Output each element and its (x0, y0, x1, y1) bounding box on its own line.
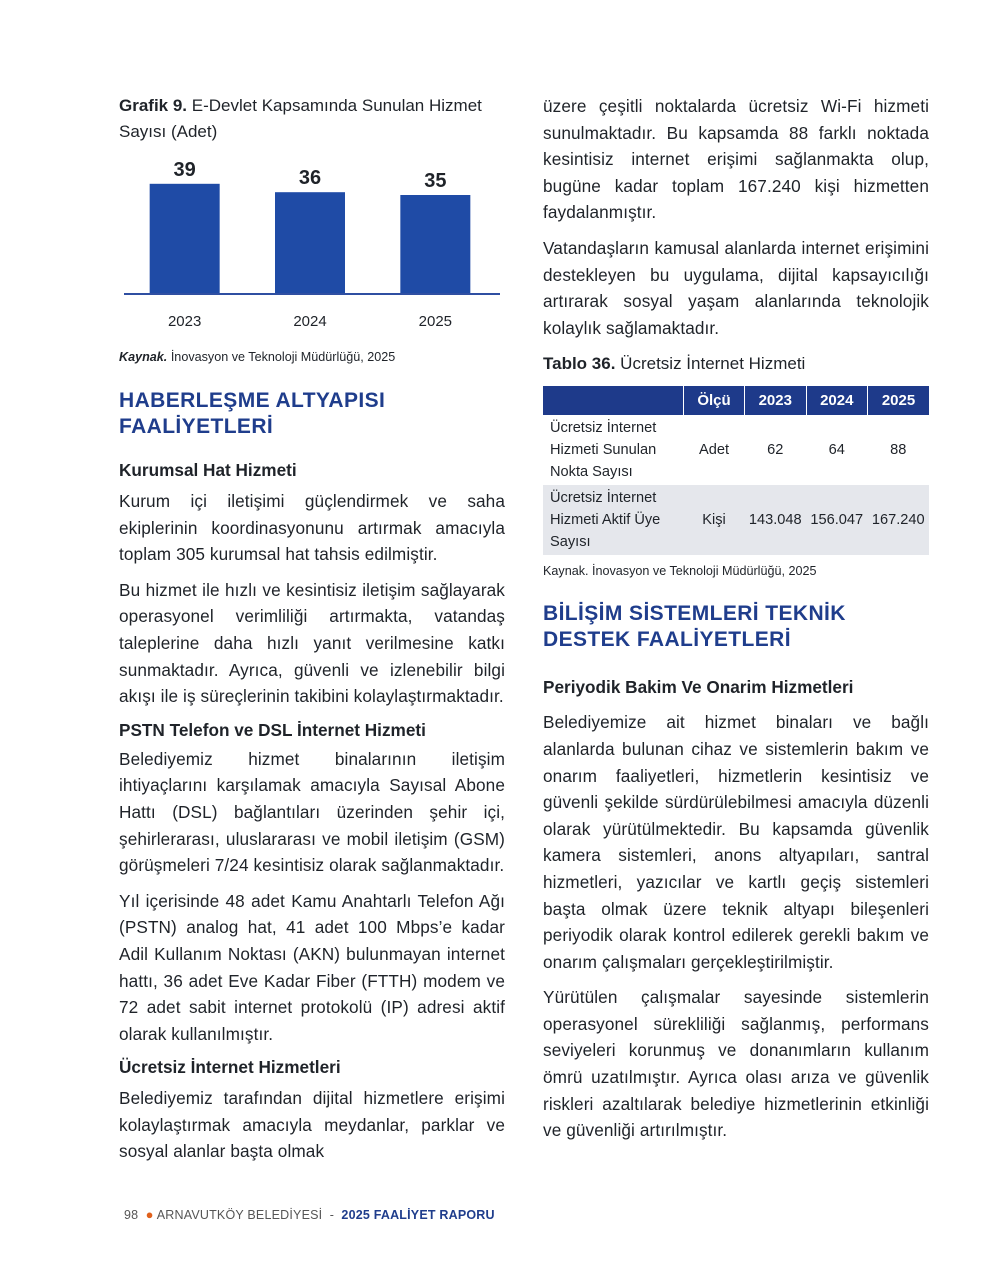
table-header-cell: 2025 (868, 386, 930, 415)
subheading-maintenance: Periyodik Bakim Ve Onarim Hizmetleri (543, 677, 854, 698)
subheading-pstn-dsl: PSTN Telefon ve DSL İnternet Hizmeti (119, 719, 426, 740)
table-cell: Kişi (684, 485, 745, 555)
table-cell: 143.048 (745, 485, 807, 555)
x-tick-label: 2025 (418, 313, 453, 330)
bullet-icon: ● (145, 1207, 154, 1222)
chart-title: E-Devlet Kapsamında Sunulan Hizmet Sayısı (Adet) (119, 96, 482, 141)
bar-value-label: 39 (173, 158, 196, 181)
paragraph: Belediyemize ait hizmet binaları ve bağlı alanlarda bulunan cihaz ve sistemlerin bakım ve onarım faaliyetleri, hizmetlerin kesintisiz ve güvenli şekilde sürdürülebilmesi amacıyla düzenli olarak yürütülmektedir. Bu kapsamda güvenlik kamera sistemleri, anons altyapıları, santral hizmetleri, yazıcılar ve kartlı geçiş sistemleri başta olmak üzere teknik altyapı bileşenleri periyodik olarak kontrol edilerek gerekli bakım ve onarım çalışmaları gerçekleştirilmiştir. (543, 712, 929, 972)
paragraph: Yürütülen çalışmalar sayesinde sistemlerin operasyonel sürekliliği sağlanmış, performans seviyeleri korunmuş ve donanımların kullanım ömrü uzatılmıştır. Ayrıca olası arıza ve güvenlik riskleri azaltılarak belediye hizmetlerinin etkinliği ve güvenliği artırılmıştır. (543, 987, 929, 1141)
table-cell: 64 (806, 415, 868, 485)
bar-2024 (275, 192, 345, 293)
paragraph: Belediyemiz tarafından dijital hizmetlere erişimi kolaylaştırmak amacıyla meydanlar, parklar ve sosyal alanlar başta olmak (119, 1088, 505, 1162)
section-title-it-support: BİLİŞİM SİSTEMLERİ TEKNİK DESTEK FAALİYETLERİ (543, 602, 846, 652)
table-cell: Adet (684, 415, 745, 485)
footer-report: 2025 FAALİYET RAPORU (341, 1208, 495, 1222)
bar-chart (119, 153, 505, 338)
subheading-free-internet: Ücretsiz İnternet Hizmetleri (119, 1057, 341, 1078)
page-footer (124, 1207, 495, 1222)
table-row (543, 415, 929, 485)
bar-value-label: 35 (424, 170, 447, 192)
paragraph: Kurum içi iletişimi güçlendirmek ve saha ekiplerinin koordinasyonunu artırmak amacıyla toplam 305 kurumsal hat tahsis edilmiştir. (119, 491, 505, 565)
chart-source (119, 348, 505, 366)
right-column (543, 93, 929, 1144)
table-header-row (543, 386, 929, 415)
table-cell: 88 (868, 415, 930, 485)
x-tick-label: 2023 (167, 313, 202, 330)
table-cell: 167.240 (868, 485, 930, 555)
footer-org: ARNAVUTKÖY BELEDİYESİ (156, 1208, 323, 1222)
table-caption-label: Tablo 36. (543, 354, 616, 374)
page-number: 98 (124, 1208, 139, 1222)
chart-source-text: İnovasyon ve Teknoloji Müdürlüğü, 2025 (170, 350, 396, 364)
table-cell: Ücretsiz İnternet Hizmeti Aktif Üye Sayısı (543, 485, 684, 555)
table-cell: Ücretsiz İnternet Hizmeti Sunulan Nokta Sayısı (543, 415, 684, 485)
paragraph: Bu hizmet ile hızlı ve kesintisiz iletişim sağlayarak operasyonel verimliliği artırmakta, vatandaş taleplerine daha hızlı yanıt verilmesine katkı sunmaktadır. Ayrıca, güvenli ve izlenebilir bilgi akışı ile iş süreçlerinin takibini kolaylaştırmaktadır. (119, 579, 505, 707)
paragraph: Belediyemiz hizmet binalarının iletişim ihtiyaçlarını karşılamak amacıyla Sayısal Abone Hattı (DSL) bağlantıları üzerinden şehir içi, şehirlerarası, uluslararası ve mobil iletişim (GSM) görüşmeleri 7/24 kesintisiz olarak sağlanmaktadır. (119, 748, 505, 876)
left-column (119, 93, 505, 1165)
paragraph: üzere çeşitli noktalarda ücretsiz Wi-Fi hizmeti sunulmaktadır. Bu kapsamda 88 farklı noktada kesintisiz internet erişimi sağlanmakta olup, bugüne kadar toplam 167.240 kişi hizmetten faydalanmıştır. (543, 96, 929, 223)
bar-2023 (150, 184, 220, 293)
table-title: Ücretsiz İnternet Hizmeti (620, 354, 806, 374)
table-cell: 156.047 (806, 485, 868, 555)
table-source: Kaynak. İnovasyon ve Teknoloji Müdürlüğü, 2025 (543, 564, 817, 579)
bar-2025 (400, 195, 470, 293)
table-header-cell: Ölçü (684, 386, 745, 415)
chart-caption-label: Grafik 9. (119, 96, 188, 115)
x-tick-label: 2024 (293, 313, 327, 330)
footer-separator: - (329, 1208, 335, 1222)
paragraph: Yıl içerisinde 48 adet Kamu Anahtarlı Telefon Ağı (PSTN) analog hat, 41 adet 100 Mbps’e kadar Adil Kullanım Noktası (AKN) bulunmayan internet hattı, 36 adet Eve Kadar Fiber (FTTH) modem ve 72 adet sabit internet protokolü (IP) adresi aktif olarak kullanılmıştır. (119, 890, 505, 1044)
chart-source-label: Kaynak. (119, 350, 168, 364)
bar-value-label: 36 (298, 167, 322, 190)
chart-caption (119, 93, 505, 145)
table-row (543, 485, 929, 555)
table-cell: 62 (745, 415, 807, 485)
table-header-cell (543, 386, 684, 415)
paragraph: Vatandaşların kamusal alanlarda internet erişimini destekleyen bu uygulama, dijital kapsayıcılığı artırarak sosyal yaşam alanlarında teknolojik kolaylık sağlamaktadır. (543, 237, 929, 338)
table-header-cell: 2024 (806, 386, 868, 415)
table-caption (543, 351, 929, 377)
subheading-corporate-line: Kurumsal Hat Hizmeti (119, 460, 297, 480)
free-internet-table (543, 386, 929, 555)
table-header-cell: 2023 (745, 386, 807, 415)
section-title-communication: HABERLEŞME ALTYAPISI FAALİYETLERİ (119, 389, 386, 438)
